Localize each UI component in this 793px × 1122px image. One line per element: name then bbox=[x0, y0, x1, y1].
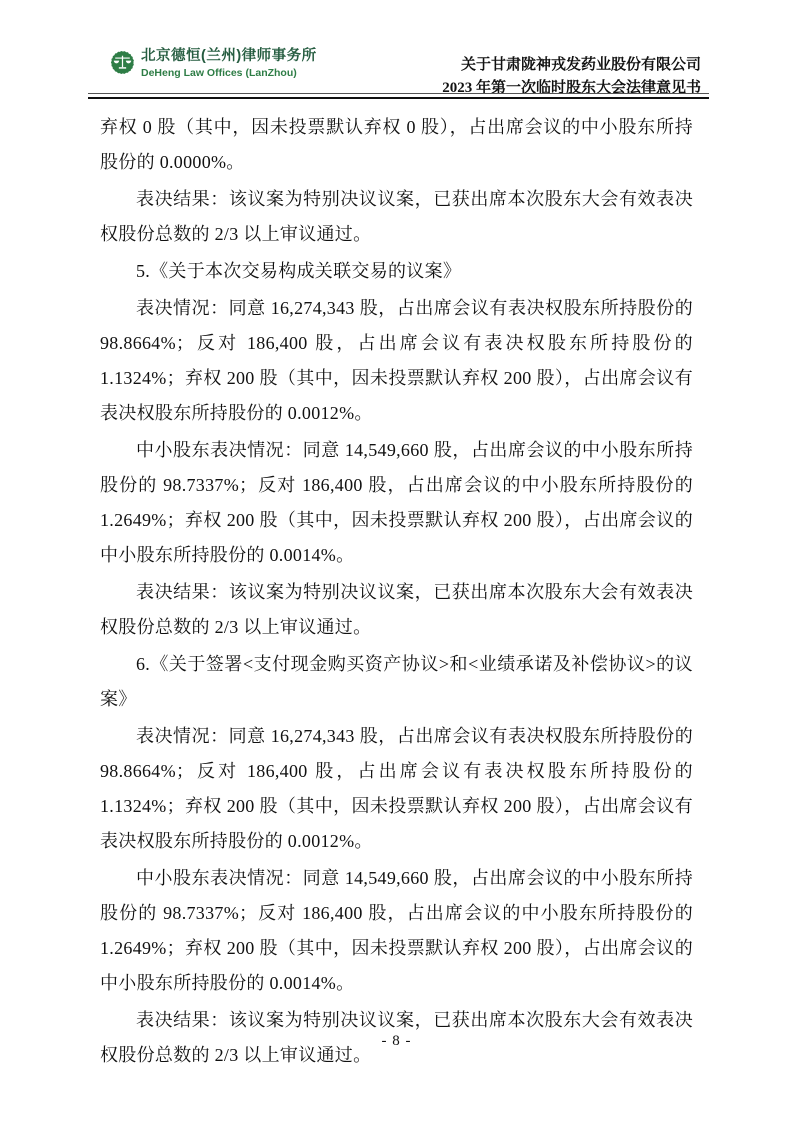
scales-wreath-icon bbox=[110, 50, 135, 75]
paragraph-vote-result-proposal-6: 表决结果：该议案为特别决议议案，已获出席本次股东大会有效表决权股份总数的 2/3 以上审议通过。 bbox=[100, 1010, 693, 1065]
paragraph-minority-vote-proposal-5: 中小股东表决情况：同意 14,549,660 股，占出席会议的中小股东所持股份的 98.7337%；反对 186,400 股，占出席会议的中小股东所持股份的 1.2649%；弃权 200 股（其中，因未投票默认弃权 200 股），占出席会议的中小股东所持股份的 0.0014%。 bbox=[100, 440, 693, 565]
paragraph-abstain-continuation: 弃权 0 股（其中，因未投票默认弃权 0 股），占出席会议的中小股东所持股份的 0.0000%。 bbox=[100, 117, 693, 172]
page-footer bbox=[0, 1033, 793, 1050]
paragraph-minority-vote-proposal-6: 中小股东表决情况：同意 14,549,660 股，占出席会议的中小股东所持股份的 98.7337%；反对 186,400 股，占出席会议的中小股东所持股份的 1.2649%；弃权 200 股（其中，因未投票默认弃权 200 股），占出席会议的中小股东所持股份的 0.0014%。 bbox=[100, 868, 693, 993]
document-body bbox=[100, 110, 693, 1075]
page-number: - 8 - bbox=[381, 1033, 412, 1049]
document-title-line1: 关于甘肃陇神戎发药业股份有限公司 bbox=[460, 57, 701, 73]
header-rule-thin bbox=[88, 93, 709, 94]
law-firm-brand bbox=[110, 48, 317, 79]
firm-name-chinese: 北京德恒(兰州)律师事务所 bbox=[141, 48, 317, 64]
section-heading-proposal-5: 5.《关于本次交易构成关联交易的议案》 bbox=[136, 261, 462, 281]
paragraph-vote-result-proposal-5: 表决结果：该议案为特别决议议案，已获出席本次股东大会有效表决权股份总数的 2/3 以上审议通过。 bbox=[100, 582, 693, 637]
header-rule bbox=[88, 97, 709, 99]
firm-names bbox=[141, 48, 317, 79]
paragraph-vote-detail-proposal-6: 表决情况：同意 16,274,343 股，占出席会议有表决权股东所持股份的 98.8664%；反对 186,400 股，占出席会议有表决权股东所持股份的 1.1324%；弃权 200 股（其中，因未投票默认弃权 200 股），占出席会议有表决权股东所持股份的 0.0012%。 bbox=[100, 726, 693, 851]
section-heading-proposal-6: 6.《关于签署<支付现金购买资产协议>和<业绩承诺及补偿协议>的议案》 bbox=[100, 654, 693, 709]
firm-name-english: DeHeng Law Offices (LanZhou) bbox=[141, 66, 297, 79]
paragraph-vote-detail-proposal-5: 表决情况：同意 16,274,343 股，占出席会议有表决权股东所持股份的 98.8664%；反对 186,400 股，占出席会议有表决权股东所持股份的 1.1324%；弃权 200 股（其中，因未投票默认弃权 200 股），占出席会议有表决权股东所持股份的 0.0012%。 bbox=[100, 298, 693, 423]
paragraph-vote-result: 表决结果：该议案为特别决议议案，已获出席本次股东大会有效表决权股份总数的 2/3 以上审议通过。 bbox=[100, 189, 693, 244]
document-title-line2: 2023 年第一次临时股东大会法律意见书 bbox=[442, 80, 701, 96]
